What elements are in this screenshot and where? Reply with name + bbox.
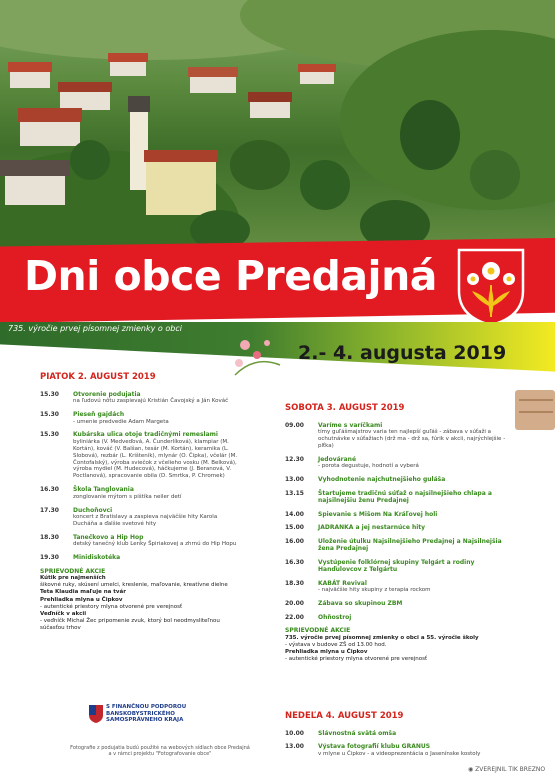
event-time: 22.00 [285, 613, 304, 621]
credit-text: ◉ ZVEREJNIL TIK BREZNO [468, 766, 546, 773]
saturday-heading: SOBOTA 3. AUGUST 2019 [285, 403, 405, 413]
event-description: - umenie predvedie Adam Margeta [73, 418, 169, 425]
accompanying-event: - autentické priestory mlyna otvorené pre verejnosť [285, 655, 428, 662]
accompanying-event: - veďníčk Michal Žec pripomenie zvuk, ktorý bol neodmysliteľnou súčasťou trhov [40, 617, 220, 632]
event-time: 15.30 [40, 390, 59, 398]
event-title: Štartujeme tradičnú súťaž o najsilnejšieho chlapa a najsilnejšiu ženu Predajnej [318, 489, 492, 505]
sunday-event-row [285, 730, 515, 738]
accompanying-event: 735. výročie prvej písomnej zmienky o obci a 55. výročie školy [285, 634, 479, 641]
event-title: Varíme s varíčkami [318, 421, 383, 429]
event-description: v mlyne u Čipkov - a videoprezentácia o Jasenínske kostoly [318, 750, 481, 757]
friday-event-row [40, 507, 240, 528]
event-title: Otvorenie podujatia [73, 390, 141, 398]
event-title: Tanečkovo a Hip Hop [73, 533, 144, 541]
saturday-event-row [285, 422, 515, 450]
event-description: detský tanečný klub Lenky Špiriakovej a zhrnú do Hip Hopu [73, 541, 237, 548]
village-photo [0, 0, 555, 270]
accompanying-event: - autentické priestory mlyna otvorené pre verejnosť [40, 603, 183, 610]
event-time: 12.30 [285, 455, 304, 463]
accompanying-event: - výstava v budove ZŠ od 13.00 hod. [285, 641, 387, 648]
event-title: Výstava fotografií klubu GRANUS [318, 743, 431, 751]
event-time: 10.00 [285, 729, 304, 737]
event-time: 16.30 [40, 486, 59, 494]
event-title: Vyhodnotenie najchutnejšieho guláša [318, 476, 446, 484]
saturday-event-row [285, 524, 515, 532]
friday-column [40, 372, 240, 632]
event-description: tímy guľášmajstrov varia ten najlepší guľáš - zábava v súťaži a ochutnávke v súťažiach (drž ma - drž sa, fúrik v akcii, najrýchlejšie - plťka) [318, 429, 506, 449]
event-time: 15.30 [40, 431, 59, 439]
event-time: 20.00 [285, 600, 304, 607]
poster-title: Dni obce Predajná [24, 252, 437, 300]
accompanying-event: Prehliadka mlyna u Čipkov [40, 596, 123, 603]
event-title: Pieseň gajdách [73, 411, 125, 418]
sunday-column [285, 711, 515, 764]
event-title: Uloženie útulku Najsilnejšieho Predajnej a Najsilnejšia žena Predajnej [318, 537, 502, 553]
region-crest-icon [88, 704, 104, 724]
event-time: 15.00 [285, 524, 304, 532]
saturday-event-row [285, 538, 515, 553]
event-time: 16.30 [285, 558, 304, 566]
event-description: byliniárka (V. Medveďová, A. Čunderlíková), klampiar (M. Kortán), kováč (V. Balšan, tesár (M. Kortán), keramika (L. Slobová), rezbár (L. Krišteník), mlynár (O. Čipka), včelár (M. Čontofalský), výroba sviečok z včelieho vosku (M. Belková), výroba mydiel (M. Hudecová), háčkujeme (J. Beranová, V. Poctlanová), spracovanie obila (D. Smrtka, P. Chromek) [73, 438, 238, 480]
saturday-event-row [285, 476, 515, 484]
funding-text: S FINANČNOU PODPOROU BANSKOBYSTRICKÉHO SAMOSPRÁVNEHO KRAJA [106, 704, 187, 724]
accompanying-event: šikovné ruky, skúsení umelci, kreslenie, maľovanie, kreatívne dielne [40, 582, 228, 589]
friday-event-row [40, 534, 240, 548]
event-time: 09.00 [285, 421, 304, 429]
anniversary-text: 735. výročie prvej písomnej zmienky o obci [8, 324, 182, 333]
accompanying-event: Prehliadka mlyna u Čipkov [285, 648, 368, 655]
accompanying-event: Kútik pre najmenších [40, 575, 106, 582]
sunday-event-row [285, 743, 515, 757]
event-title: Škola Tanglovania [73, 486, 134, 494]
event-title: JADRANKA a jej nestarnúce hity [318, 524, 426, 532]
friday-accomp-heading: SPRIEVODNÉ AKCIE [40, 567, 106, 575]
event-title: Slávnostná svätá omša [318, 729, 397, 737]
event-title: Spievanie s Mišom Na Kráľovej holi [318, 510, 438, 518]
saturday-event-row [285, 490, 515, 505]
accompanying-event: Teta Klaudia maľuje na tvár [40, 589, 126, 596]
event-title: Minidiskotéka [73, 554, 121, 562]
saturday-column [285, 403, 515, 663]
friday-event-row [40, 391, 240, 405]
camera-icon: ◉ [468, 766, 476, 773]
event-time: 13.15 [285, 489, 304, 497]
friday-event-row [40, 554, 240, 562]
event-title: Jedovárané [318, 455, 357, 463]
event-dates: 2.- 4. augusta 2019 [298, 342, 507, 364]
event-title: Duchoňovci [73, 506, 113, 514]
event-time: 15.30 [40, 411, 59, 418]
saturday-event-row [285, 559, 515, 574]
event-time: 19.30 [40, 554, 59, 562]
event-time: 17.30 [40, 506, 59, 514]
event-time: 18.30 [40, 533, 59, 541]
event-description: koncert z Bratislavy a zaspieva najväčšie hity Karola Ducháňa a ďalšie svetové hity [73, 514, 218, 527]
event-description: zonglovanie mýtom s pištíka neiler detí [73, 493, 182, 500]
saturday-event-row [285, 456, 515, 470]
event-title: Vystúpenie folklórnej skupiny Telgárt a rodiny Hanďulovcov z Telgártu [318, 558, 475, 574]
event-title: KABÁT Revival [318, 579, 367, 587]
saturday-event-row [285, 614, 515, 622]
saturday-accomp-heading: SPRIEVODNÉ AKCIE [285, 627, 351, 634]
friday-event-row [40, 431, 240, 480]
saturday-event-row [285, 580, 515, 594]
event-description: na ľudovú nôtu zaspievajú Kristián Čavojský a Ján Kováč [73, 398, 229, 405]
friday-event-row [40, 411, 240, 425]
event-time: 16.00 [285, 537, 304, 545]
sunday-heading: NEDEĽA 4. AUGUST 2019 [285, 711, 404, 721]
event-time: 13.00 [285, 743, 304, 751]
event-description: - najväčšie hity skupiny z terapia rockom [318, 587, 431, 594]
photo-footnote: Fotografie z podujatia budú použité na webových sídlach obce Predajná a v rámci projektu "Fotografovanie obce" [70, 745, 250, 757]
coat-of-arms-icon [456, 247, 526, 327]
friday-heading: PIATOK 2. AUGUST 2019 [40, 372, 156, 382]
event-title: Ohňostroj [318, 613, 352, 621]
event-title: Zábava so skupinou ZBM [318, 600, 403, 607]
event-description: - porota degustuje, hodnotí a vyberá [318, 463, 419, 470]
accompanying-event: Veďníčk v akcii [40, 610, 87, 617]
event-time: 14.00 [285, 510, 304, 518]
saturday-event-row [285, 600, 515, 608]
event-time: 18.30 [285, 579, 304, 587]
event-time: 13.00 [285, 476, 304, 484]
saturday-event-row [285, 511, 515, 519]
friday-event-row [40, 486, 240, 500]
event-title: Kubárska ulica otoje tradičnými remeslami [73, 431, 218, 439]
